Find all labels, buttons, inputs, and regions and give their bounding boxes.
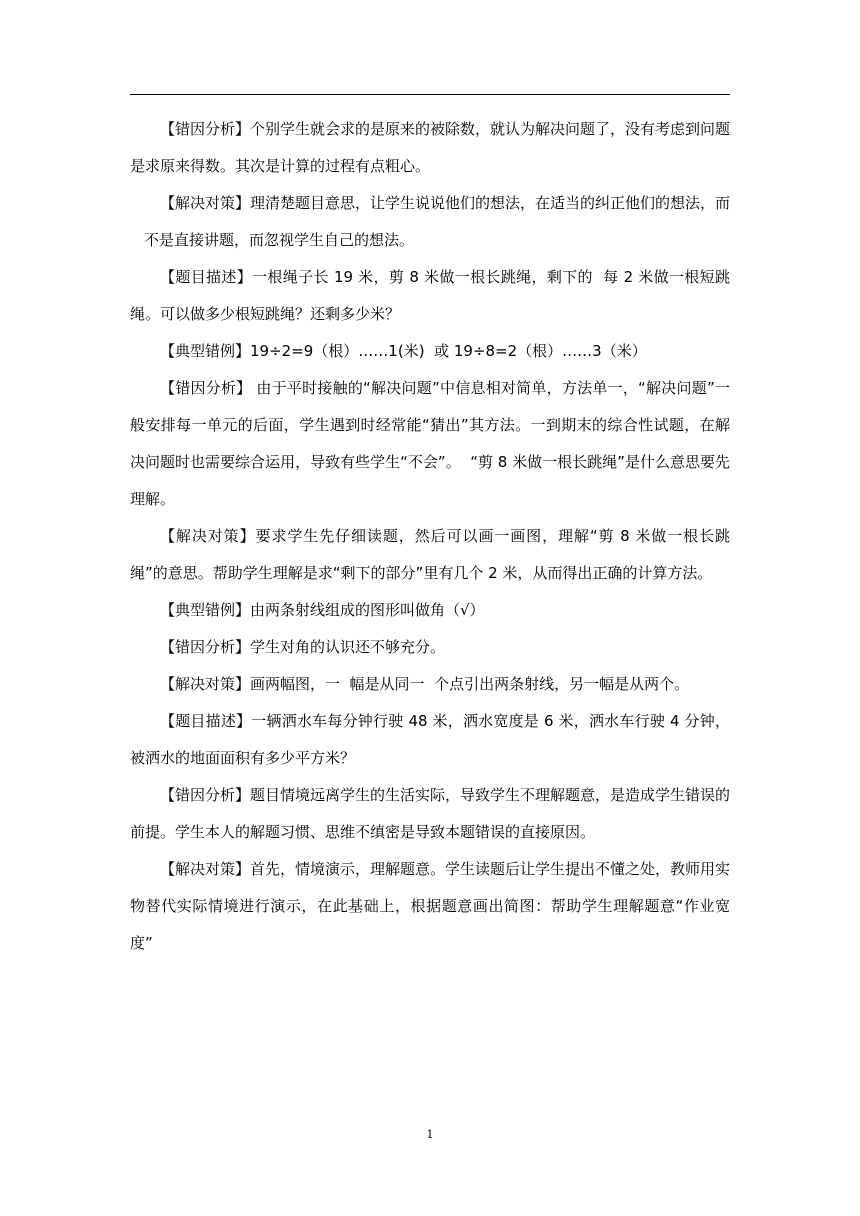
- paragraph-solution-sprinkler: 【解决对策】首先，情境演示，理解题意。学生读题后让学生提出不懂之处，教师用实物替代实际情境进行演示，在此基础上，根据题意画出简图：帮助学生理解题意“作业宽度”: [130, 860, 731, 952]
- paragraph-solution-1-continued: 不是直接讲题，而忽视学生自己的想法。: [144, 231, 415, 249]
- paragraph-typical-error-rope: 【典型错例】19÷2=9（根）……1(米) 或 19÷8=2（根）……3（米）: [160, 342, 647, 360]
- page-number: 1: [426, 1128, 434, 1141]
- paragraph-solution-angle: 【解决对策】画两幅图，一 幅是从同一 个点引出两条射线，另一幅是从两个。: [160, 675, 690, 693]
- paragraph-error-analysis-1: 【错因分析】个别学生就会求的是原来的被除数，就认为解决问题了，没有考虑到问题是求原来得数。其次是计算的过程有点粗心。: [130, 120, 731, 175]
- document-body: [130, 111, 730, 962]
- paragraph-typical-error-angle: 【典型错例】由两条射线组成的图形叫做角（√）: [160, 601, 485, 619]
- header-rule: [130, 94, 730, 95]
- paragraph-error-analysis-angle: 【错因分析】学生对角的认识还不够充分。: [160, 638, 446, 656]
- paragraph-problem-rope: 【题目描述】一根绳子长 19 米，剪 8 米做一根长跳绳，剩下的 每 2 米做一根短跳绳。可以做多少根短跳绳？还剩多少米？: [130, 268, 730, 323]
- paragraph-error-analysis-sprinkler: 【错因分析】题目情境远离学生的生活实际，导致学生不理解题意，是造成学生错误的前提。学生本人的解题习惯、思维不缜密是导致本题错误的直接原因。: [130, 786, 731, 841]
- paragraph-solution-rope: 【解决对策】要求学生先仔细读题，然后可以画一画图，理解“剪 8 米做一根长跳绳”的意思。帮助学生理解是求“剩下的部分”里有几个 2 米，从而得出正确的计算方法。: [130, 527, 730, 582]
- paragraph-error-analysis-rope: 【错因分析】 由于平时接触的“解决问题”中信息相对简单，方法单一，“解决问题”一般安排每一单元的后面，学生遇到时经常能“猜出”其方法。一到期末的综合性试题，在解决问题时也需要综合运用，导致有些学生“不会”。 “剪 8 米做一根长跳绳”是什么意思要先理解。: [130, 379, 730, 508]
- paragraph-problem-sprinkler: 【题目描述】一辆洒水车每分钟行驶 48 米，洒水宽度是 6 米，洒水车行驶 4 分钟，被洒水的地面面积有多少平方米？: [130, 712, 730, 767]
- paragraph-solution-1: 【解决对策】理清楚题目意思，让学生说说他们的想法，在适当的纠正他们的想法，而: [160, 194, 731, 212]
